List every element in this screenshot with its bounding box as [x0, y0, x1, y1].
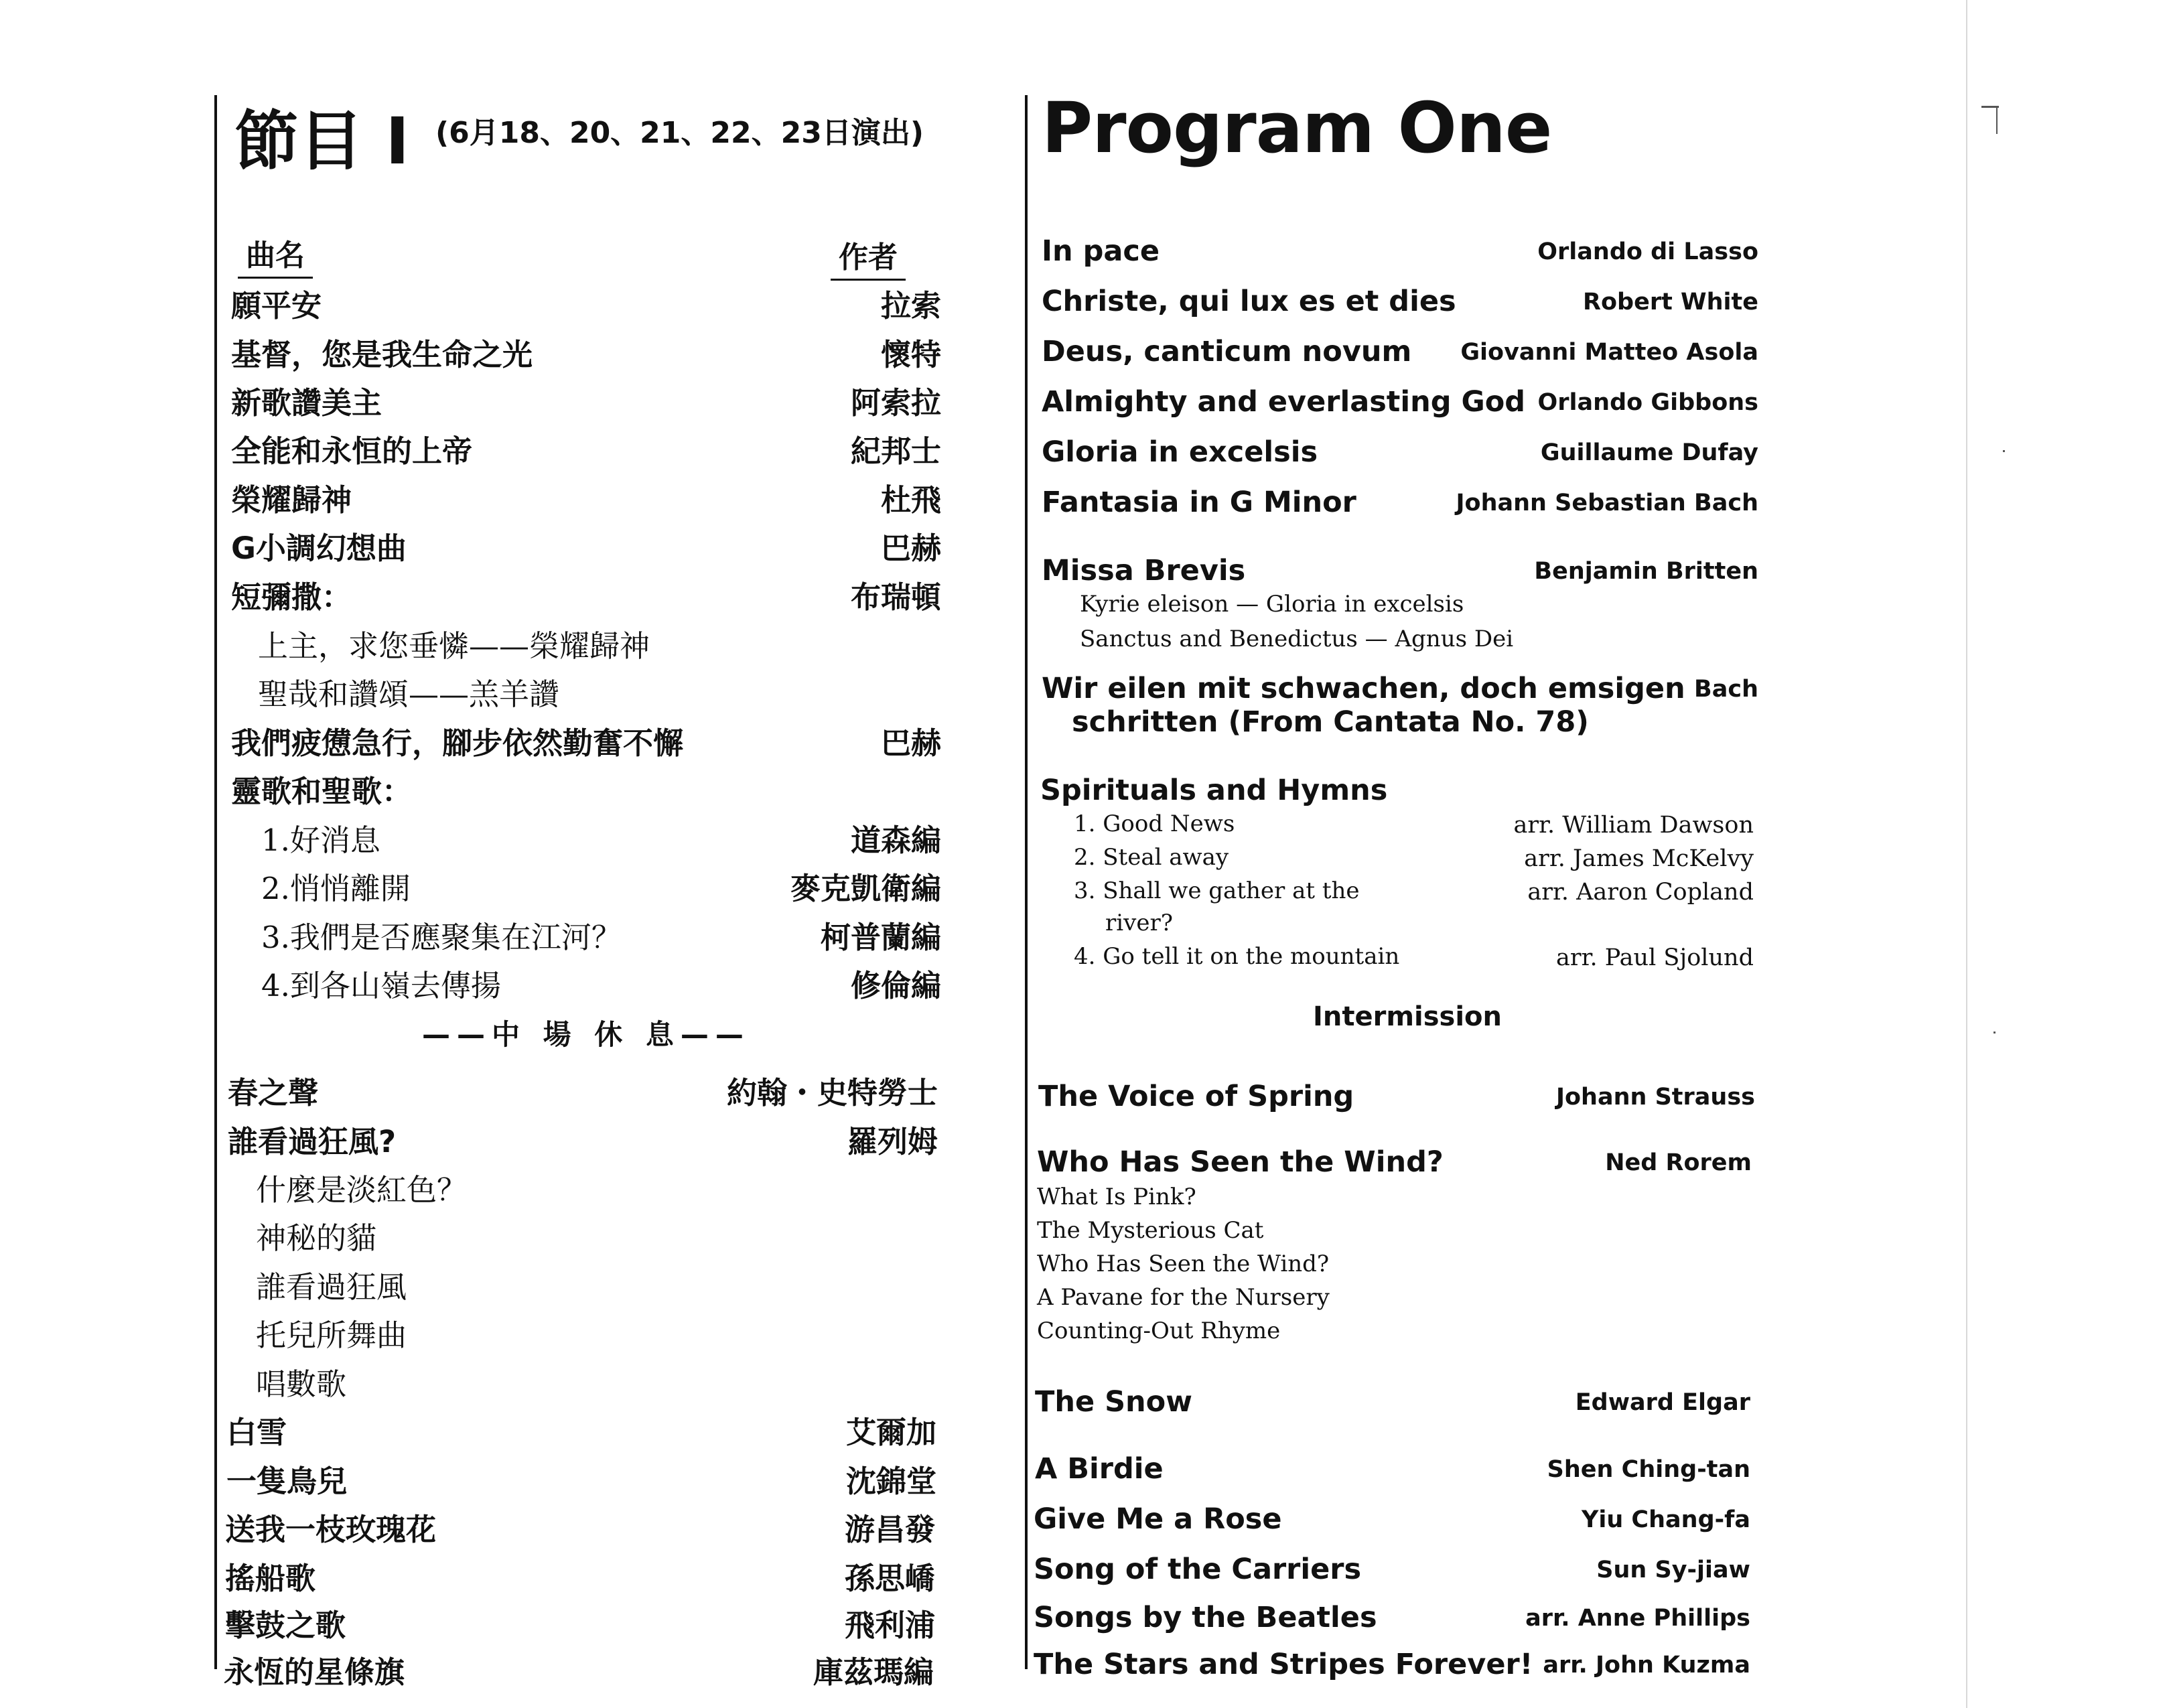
zh-program-subitem	[228, 1311, 938, 1359]
zh-item-composer: 孫思嶠	[844, 1561, 935, 1596]
scan-speck	[1993, 1031, 1996, 1034]
en-item-composer: Yiu Chang-fa	[1581, 1506, 1750, 1533]
zh-program-item	[226, 1408, 936, 1456]
zh-item-title: 搖船歌	[225, 1561, 316, 1596]
scan-speck	[2003, 450, 2005, 452]
en-program-title: Program One	[1042, 87, 1552, 169]
en-movement: Who Has Seen the Wind?	[1037, 1251, 1330, 1277]
en-item-title: The Stars and Stripes Forever!	[1034, 1648, 1533, 1681]
en-item-title: Song of the Carriers	[1034, 1553, 1362, 1586]
en-item-title: A Birdie	[1035, 1452, 1164, 1486]
en-item-title: In pace	[1042, 234, 1160, 268]
en-movement: The Mysterious Cat	[1037, 1217, 1264, 1244]
zh-program-item	[231, 476, 941, 524]
en-item-composer: Bach	[1694, 676, 1758, 703]
en-movement: Kyrie eleison — Gloria in excelsis	[1080, 591, 1464, 618]
zh-program-item	[225, 1554, 935, 1602]
en-program-item	[1038, 1080, 1755, 1120]
en-item-composer: Sun Sy-jiaw	[1596, 1557, 1750, 1583]
en-program-item	[1042, 486, 1758, 526]
en-item-title: The Voice of Spring	[1038, 1080, 1354, 1113]
en-item-composer: Guillaume Dufay	[1540, 439, 1758, 466]
zh-item-composer: 布瑞頓	[850, 579, 941, 615]
zh-subitem-title: 唱數歌	[256, 1366, 347, 1402]
zh-item-composer: 羅列姆	[847, 1124, 938, 1159]
zh-item-composer: 艾爾加	[845, 1415, 936, 1450]
en-item-title: Deus, canticum novum	[1042, 335, 1412, 368]
zh-program-subitem	[228, 1263, 938, 1311]
zh-program-item	[231, 573, 941, 621]
en-intermission: Intermission	[1313, 1001, 1502, 1032]
zh-item-composer: 麥克凱衛編	[790, 871, 941, 906]
zh-subitem-title: 1.好消息	[261, 823, 380, 858]
en-program-item	[1042, 435, 1758, 476]
zh-item-composer: 游昌發	[844, 1512, 935, 1547]
scan-mark	[1996, 107, 1998, 134]
zh-item-composer: 飛利浦	[844, 1608, 935, 1643]
zh-item-composer: 杜飛	[880, 482, 941, 518]
zh-subitem-title: 神秘的貓	[256, 1220, 377, 1256]
en-item-title: Christe, qui lux es et dies	[1042, 285, 1456, 318]
zh-program-subitem	[228, 1165, 938, 1214]
zh-header-composer: 作者	[831, 233, 906, 281]
zh-subitem-title: 托兒所舞曲	[256, 1318, 407, 1353]
en-program-item	[1042, 234, 1758, 275]
en-movement: Counting-Out Rhyme	[1037, 1318, 1281, 1344]
zh-subitem-title: 誰看過狂風	[256, 1269, 407, 1305]
en-spiritual-arranger: arr. Paul Sjolund	[1555, 944, 1754, 971]
en-section-title: Spirituals and Hymns	[1040, 774, 1388, 807]
en-program-item	[1034, 1648, 1750, 1688]
zh-item-composer: 拉索	[880, 288, 941, 324]
en-item-title-continued: schritten (From Cantata No. 78)	[1072, 705, 1589, 739]
zh-item-title: 我們疲憊急行，腳步依然勤奮不懈	[231, 725, 684, 761]
zh-item-title: 靈歌和聖歌：	[231, 774, 413, 809]
zh-subitem-title: 上主，求您垂憐——榮耀歸神	[258, 628, 650, 664]
en-item-composer: arr. John Kuzma	[1543, 1652, 1750, 1679]
page-edge-line	[1966, 0, 1967, 1708]
zh-program-subitem	[231, 816, 941, 864]
zh-program-subitem	[231, 913, 941, 961]
zh-item-composer: 約翰・史特勞士	[726, 1075, 938, 1111]
en-item-composer: Edward Elgar	[1575, 1389, 1750, 1416]
zh-program-subitem	[231, 670, 941, 718]
en-spiritual-item: 1. Good News	[1074, 810, 1235, 837]
en-spiritual-item: 3. Shall we gather at the	[1074, 877, 1360, 904]
en-movement: A Pavane for the Nursery	[1037, 1284, 1330, 1311]
en-item-title: Fantasia in G Minor	[1042, 486, 1356, 519]
en-program-item	[1037, 1145, 1752, 1186]
zh-item-composer: 沈錦堂	[845, 1464, 936, 1499]
zh-program-subitem	[228, 1360, 938, 1408]
zh-program-item	[231, 719, 941, 767]
zh-item-title: 永恆的星條旗	[224, 1654, 405, 1690]
zh-item-title: 春之聲	[228, 1075, 319, 1111]
en-program-item	[1042, 554, 1758, 594]
en-program-item	[1042, 335, 1758, 375]
zh-program-item	[231, 427, 941, 475]
en-spiritual-arranger: arr. Aaron Copland	[1527, 879, 1754, 906]
en-program-item	[1034, 1502, 1750, 1543]
zh-header-title: 曲名	[238, 231, 313, 279]
en-item-composer: Benjamin Britten	[1534, 558, 1758, 585]
en-item-composer: arr. Anne Phillips	[1525, 1605, 1750, 1632]
en-item-title: Missa Brevis	[1042, 554, 1246, 587]
zh-subitem-title: 聖哉和讚頌——羔羊讚	[258, 677, 560, 712]
en-spiritual-arranger: arr. James McKelvy	[1524, 845, 1754, 872]
en-item-title: The Snow	[1035, 1385, 1192, 1419]
en-spiritual-item: 4. Go tell it on the mountain	[1074, 943, 1400, 970]
zh-item-title: 願平安	[231, 288, 322, 324]
zh-intermission: ——中 場 休 息——	[422, 1018, 750, 1051]
zh-item-composer: 阿索拉	[850, 385, 941, 421]
zh-item-composer: 柯普蘭編	[820, 920, 941, 955]
zh-subitem-title: 什麼是淡紅色？	[256, 1172, 468, 1208]
en-movement: What Is Pink?	[1037, 1184, 1196, 1210]
en-item-composer: Giovanni Matteo Asola	[1460, 339, 1758, 366]
en-item-composer: Shen Ching-tan	[1547, 1456, 1750, 1483]
zh-item-title: 擊鼓之歌	[225, 1608, 346, 1643]
zh-item-title: 一隻鳥兒	[226, 1464, 348, 1499]
en-item-title: Songs by the Beatles	[1034, 1601, 1377, 1634]
en-program-item	[1042, 285, 1758, 325]
zh-item-title: 白雪	[226, 1415, 287, 1450]
en-item-title: Who Has Seen the Wind?	[1037, 1145, 1444, 1179]
zh-item-title: 榮耀歸神	[231, 482, 352, 518]
zh-program-item	[226, 1457, 936, 1505]
en-item-composer: Orlando di Lasso	[1537, 238, 1758, 265]
en-movement: Sanctus and Benedictus — Agnus Dei	[1080, 626, 1514, 652]
en-item-title: Give Me a Rose	[1034, 1502, 1282, 1536]
zh-program-item	[231, 378, 941, 427]
zh-item-composer: 懷特	[880, 337, 941, 372]
en-item-composer: Ned Rorem	[1605, 1149, 1752, 1176]
zh-program-subitem	[231, 622, 941, 670]
zh-item-title: 新歌讚美主	[231, 385, 382, 421]
zh-program-subitem	[231, 961, 941, 1009]
zh-program-item	[224, 1648, 934, 1696]
en-program-item	[1035, 1452, 1750, 1492]
zh-program-subitem	[228, 1214, 938, 1262]
en-item-composer: Johann Strauss	[1555, 1084, 1755, 1111]
en-program-item	[1034, 1553, 1750, 1593]
en-spiritual-item: 2. Steal away	[1074, 844, 1229, 871]
en-item-composer: Johann Sebastian Bach	[1456, 490, 1758, 516]
en-item-title: Wir eilen mit schwachen, doch emsigen	[1042, 672, 1685, 705]
zh-subitem-title: 2.悄悄離開	[261, 871, 411, 906]
zh-item-title: 誰看過狂風?	[228, 1124, 397, 1159]
en-item-title: Almighty and everlasting God	[1042, 385, 1526, 419]
en-item-title: Gloria in excelsis	[1042, 435, 1318, 469]
zh-item-composer: 紀邦士	[850, 433, 941, 469]
en-item-composer: Orlando Gibbons	[1537, 389, 1758, 416]
zh-item-title: 全能和永恒的上帝	[231, 433, 473, 469]
center-divider-rule	[1025, 95, 1028, 1669]
zh-item-composer: 道森編	[850, 823, 941, 858]
zh-item-title: 送我一枝玫瑰花	[225, 1512, 437, 1547]
zh-program-item	[231, 330, 941, 378]
en-spiritual-arranger: arr. William Dawson	[1513, 812, 1754, 839]
zh-program-item	[228, 1068, 938, 1117]
zh-item-composer: 庫茲瑪編	[813, 1654, 934, 1690]
zh-subitem-title: 4.到各山嶺去傳揚	[261, 968, 501, 1003]
zh-item-composer: 巴赫	[880, 530, 941, 566]
zh-program-item	[231, 524, 941, 572]
en-spiritual-item-continued: river?	[1105, 910, 1173, 936]
zh-item-title: 基督，您是我生命之光	[231, 337, 533, 372]
zh-program-item	[231, 767, 941, 815]
zh-item-composer: 巴赫	[880, 725, 941, 761]
zh-program-item	[225, 1505, 935, 1553]
zh-item-title: 短彌撒：	[231, 579, 352, 615]
zh-program-title: 節目 I	[234, 104, 410, 179]
zh-item-title: G小調幻想曲	[231, 530, 407, 566]
zh-program-item	[231, 281, 941, 330]
en-program-item	[1034, 1601, 1750, 1641]
en-program-item	[1035, 1385, 1750, 1425]
zh-program-item	[225, 1601, 935, 1649]
zh-subitem-title: 3.我們是否應聚集在江河？	[261, 920, 622, 955]
en-item-composer: Robert White	[1583, 289, 1758, 315]
left-margin-rule	[214, 95, 217, 1669]
en-program-item	[1042, 385, 1758, 425]
zh-program-item	[228, 1117, 938, 1165]
zh-item-composer: 修倫編	[850, 968, 941, 1003]
zh-program-subitem	[231, 864, 941, 912]
zh-performance-dates: (6月18、20、21、22、23日演出)	[435, 116, 924, 150]
